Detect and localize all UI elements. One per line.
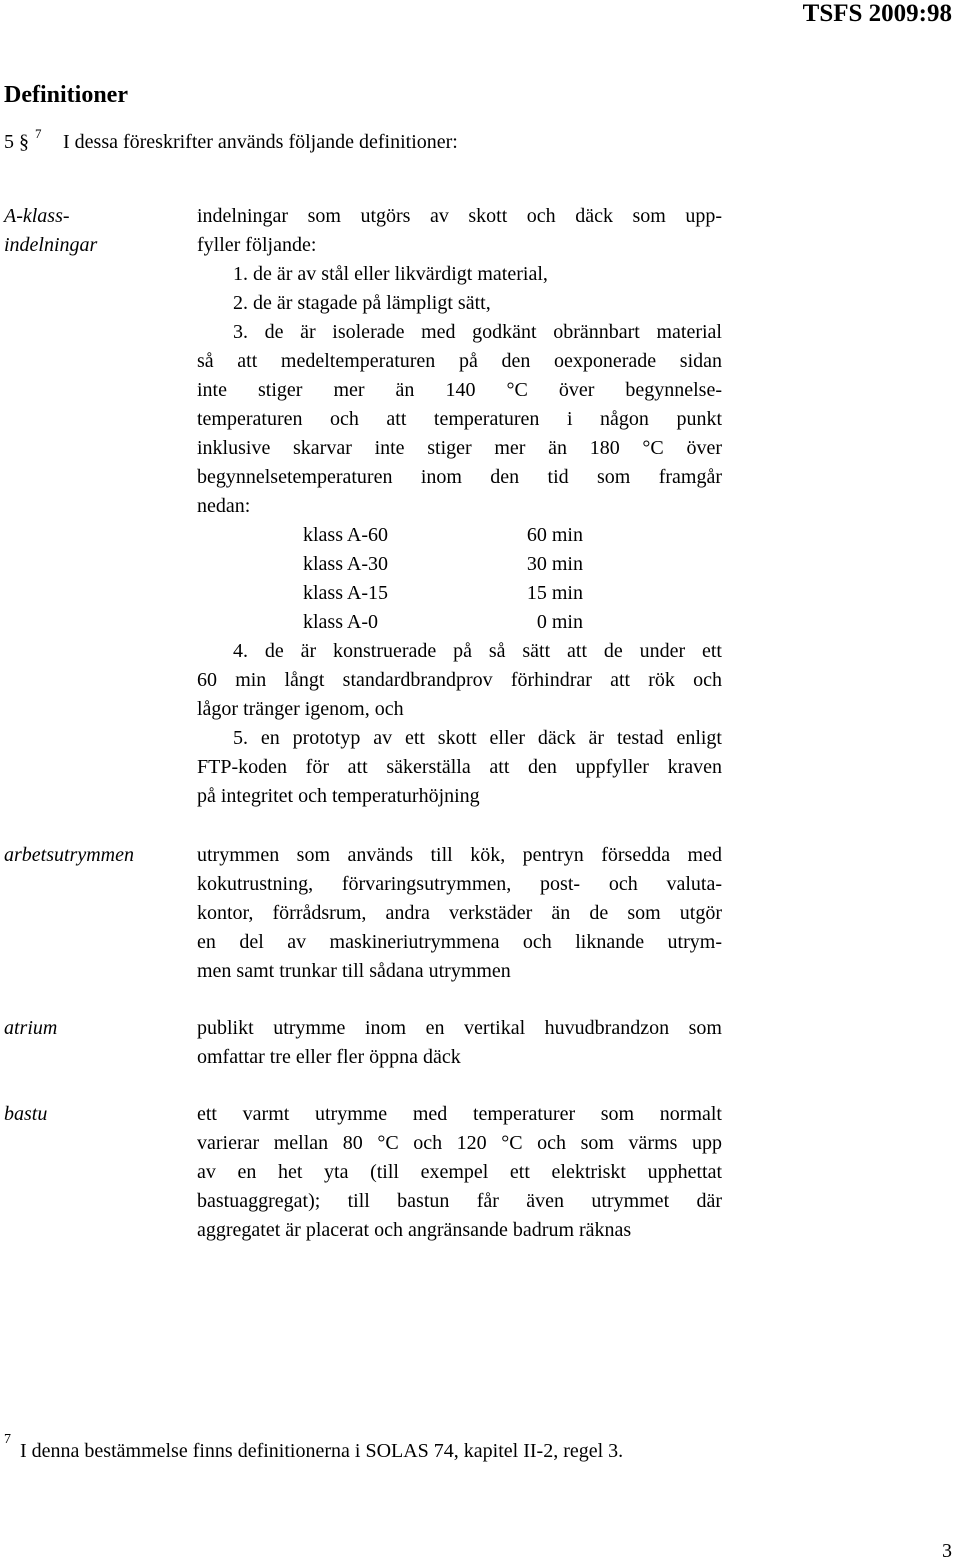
- section-title: Definitioner: [4, 82, 128, 108]
- paragraph-5: [4, 126, 458, 154]
- footnote-text: I denna bestämmelse finns definitionerna i SOLAS 74, kapitel II-2, regel 3.: [20, 1440, 624, 1462]
- definition-arbetsutrymmen: [197, 841, 722, 986]
- class-name: klass A-60: [303, 524, 388, 546]
- term-line: indelningar: [4, 234, 98, 256]
- text-line: utrymmen som används till kök, pentryn försedda med: [197, 844, 722, 866]
- text-line: temperaturen och att temperaturen i någon punkt: [197, 408, 722, 430]
- table-row: [197, 608, 722, 637]
- text-line: 4. de är konstruerade på så sätt att de under ett: [233, 640, 722, 662]
- footnote-reference: 7: [35, 126, 42, 141]
- definition-bastu: [197, 1100, 722, 1245]
- footnote-mark: 7: [4, 1432, 11, 1447]
- text-line: begynnelsetemperaturen inom den tid som framgår: [197, 466, 722, 488]
- text-line: 60 min långt standardbrandprov förhindrar att rök och: [197, 669, 722, 691]
- text-line: så att medeltemperaturen på den oexponerade sidan: [197, 350, 722, 372]
- text-line: nedan:: [197, 495, 251, 517]
- text-line: kokutrustning, förvaringsutrymmen, post- och valuta-: [197, 873, 722, 895]
- class-name: klass A-30: [303, 553, 388, 575]
- text-line: bastuaggregat); till bastun får även utrymmet där: [197, 1190, 722, 1212]
- term-a-klass: [4, 202, 97, 260]
- table-row: [197, 579, 722, 608]
- text-line: ett varmt utrymme med temperaturer som normalt: [197, 1103, 722, 1125]
- document-id: TSFS 2009:98: [802, 0, 952, 27]
- class-time: 15 min: [526, 582, 583, 604]
- text-line: men samt trunkar till sådana utrymmen: [197, 960, 511, 982]
- table-row: [197, 521, 722, 550]
- definition-a-klass: [197, 202, 722, 811]
- table-row: [197, 550, 722, 579]
- text-line: en del av maskineriutrymmena och liknande utrym-: [197, 931, 722, 953]
- term-atrium: atrium: [4, 1017, 58, 1039]
- text-line: omfattar tre eller fler öppna däck: [197, 1046, 461, 1068]
- class-time: 30 min: [526, 553, 583, 575]
- paragraph-intro: I dessa föreskrifter används följande definitioner:: [63, 131, 458, 153]
- paragraph-number: 5 §: [4, 131, 29, 153]
- term-arbetsutrymmen: arbetsutrymmen: [4, 844, 134, 866]
- class-time: 0 min: [536, 611, 583, 633]
- term-line: A-klass-: [4, 205, 70, 227]
- class-name: klass A-15: [303, 582, 388, 604]
- term-bastu: bastu: [4, 1103, 48, 1125]
- text-line: lågor tränger igenom, och: [197, 698, 404, 720]
- text-line: indelningar som utgörs av skott och däck som upp-: [197, 205, 722, 227]
- text-line: aggregatet är placerat och angränsande badrum räknas: [197, 1219, 632, 1241]
- text-line: 1. de är av stål eller likvärdigt material,: [233, 263, 548, 285]
- class-time: 60 min: [526, 524, 583, 546]
- text-line: varierar mellan 80 °C och 120 °C och som värms upp: [197, 1132, 722, 1154]
- text-line: 2. de är stagade på lämpligt sätt,: [233, 292, 491, 314]
- page-number: 3: [942, 1540, 952, 1562]
- text-line: inte stiger mer än 140 °C över begynnelse-: [197, 379, 722, 401]
- text-line: kontor, förrådsrum, andra verkstäder än de som utgör: [197, 902, 722, 924]
- text-line: 5. en prototyp av ett skott eller däck är testad enligt: [233, 727, 722, 749]
- class-name: klass A-0: [303, 611, 378, 633]
- text-line: FTP-koden för att säkerställa att den uppfyller kraven: [197, 756, 722, 778]
- text-line: av en het yta (till exempel ett elektriskt upphettat: [197, 1161, 722, 1183]
- text-line: på integritet och temperaturhöjning: [197, 785, 480, 807]
- definition-atrium: [197, 1014, 722, 1072]
- text-line: 3. de är isolerade med godkänt obrännbart material: [233, 321, 722, 343]
- text-line: fyller följande:: [197, 234, 317, 256]
- text-line: inklusive skarvar inte stiger mer än 180 °C över: [197, 437, 722, 459]
- text-line: publikt utrymme inom en vertikal huvudbrandzon som: [197, 1017, 722, 1039]
